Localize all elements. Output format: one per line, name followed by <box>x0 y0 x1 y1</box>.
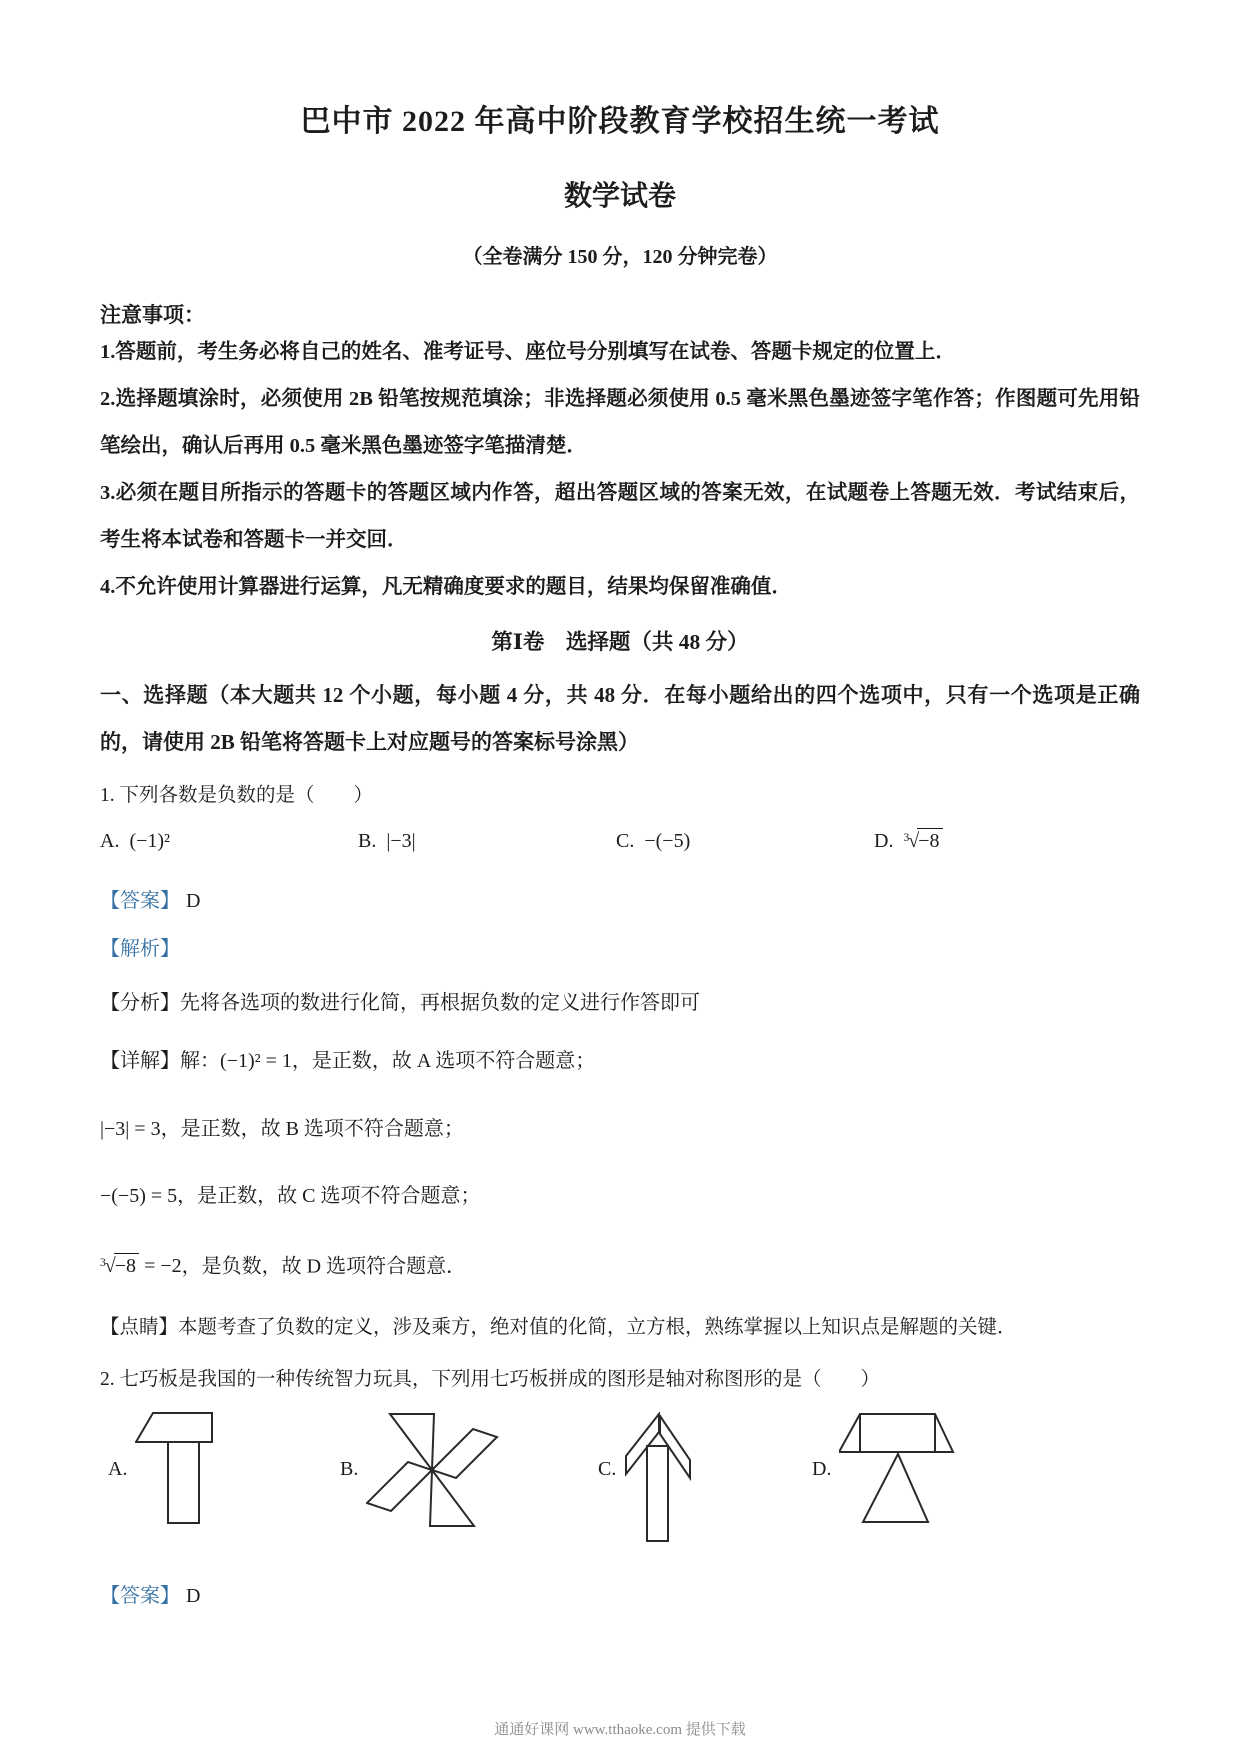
radical-sign: √ <box>104 1255 116 1278</box>
detail-d-eq: = −2 <box>139 1255 182 1278</box>
analysis-line <box>100 987 1140 1019</box>
figure-option-d <box>812 1412 957 1524</box>
cube-root-index: 3 <box>100 1256 106 1269</box>
notes-heading: 注意事项： <box>100 303 205 327</box>
exam-meta: （全卷满分 150 分，120 分钟完卷） <box>462 246 778 268</box>
detail-line-d <box>100 1247 1140 1282</box>
option-b-label: B. <box>358 830 377 852</box>
option-a <box>100 830 358 853</box>
section-intro: 一、选择题（本大题共 12 个小题，每小题 4 分，共 48 分．在每小题给出的四个选项中，只有一个选项是正确的，请使用 2B 铅笔将答题卡上对应题号的答案标号涂黑） <box>100 683 1140 754</box>
option-a-label: A. <box>100 830 120 852</box>
page-subtitle: 数学试卷 <box>563 181 676 212</box>
option-a-formula: (−1)² <box>129 830 171 852</box>
detail-line-c <box>100 1180 1140 1212</box>
page-title: 巴中市 2022 年高中阶段教育学校招生统一考试 <box>300 105 940 138</box>
figure-option-a <box>108 1412 215 1524</box>
option-d-formula <box>903 830 942 852</box>
tangram-hammer-figure <box>135 1412 215 1524</box>
tangram-arrow-figure <box>624 1412 694 1542</box>
detail-b-formula: |−3| = 3 <box>100 1118 161 1140</box>
answer-2-label: 【答案】 <box>100 1585 180 1608</box>
option-b-formula: |−3| <box>386 830 416 852</box>
detail-label: 【详解】 <box>100 1050 180 1072</box>
cube-root-radicand: −8 <box>917 828 942 852</box>
option-d <box>874 830 943 853</box>
option-c-formula: −(−5) <box>644 830 691 852</box>
note-item-1: 1.答题前，考生务必将自己的姓名、准考证号、座位号分别填写在试卷、答题卡规定的位置上． <box>100 341 956 363</box>
answer-1-label: 【答案】 <box>100 890 180 912</box>
detail-a-text: ，是正数，故 A 选项不符合题意； <box>291 1050 596 1072</box>
radical-sign: √ <box>908 830 920 852</box>
figure-option-c <box>598 1412 694 1542</box>
tangram-tree-figure <box>839 1412 957 1524</box>
question-2-text: 2. 七巧板是我国的一种传统智力玩具，下列用七巧板拼成的图形是轴对称图形的是（ ） <box>100 1369 881 1391</box>
figure-d-label: D. <box>812 1458 832 1481</box>
takeaway-line <box>100 1312 1140 1344</box>
answer-1-line <box>100 885 1140 917</box>
cube-root-index: 3 <box>903 830 910 844</box>
detail-b-text: ，是正数，故 B 选项不符合题意； <box>160 1118 464 1140</box>
detail-line-b <box>100 1113 1140 1145</box>
detail-c-formula: −(−5) = 5 <box>100 1185 178 1207</box>
analysis-header-label: 【解析】 <box>100 938 180 960</box>
detail-a-formula: (−1)² = 1 <box>220 1050 292 1072</box>
figure-c-label: C. <box>598 1458 617 1481</box>
detail-lead: 解： <box>180 1050 220 1072</box>
answer-1-value: D <box>186 890 201 912</box>
page-content <box>0 96 1240 1612</box>
analysis-header-line <box>100 933 1140 965</box>
analysis-text: 先将各选项的数进行化简，再根据负数的定义进行作答即可 <box>180 992 700 1014</box>
question-1-text: 1. 下列各数是负数的是（ ） <box>100 785 374 806</box>
option-c-label: C. <box>616 830 635 852</box>
takeaway-label: 【点睛】 <box>100 1317 179 1339</box>
answer-2-line <box>100 1580 1140 1612</box>
detail-c-text: ，是正数，故 C 选项不符合题意； <box>177 1185 481 1207</box>
option-c <box>616 830 874 853</box>
option-d-label: D. <box>874 830 894 852</box>
note-item-4: 4.不允许使用计算器进行运算，凡无精确度要求的题目，结果均保留准确值． <box>100 576 792 598</box>
figure-b-label: B. <box>340 1458 359 1481</box>
analysis-label: 【分析】 <box>100 992 180 1014</box>
figure-a-label: A. <box>108 1458 128 1481</box>
footer-text: 通通好课网 www.tthaoke.com 提供下载 <box>494 1722 746 1738</box>
takeaway-text: 本题考查了负数的定义，涉及乘方，绝对值的化简，立方根，熟练掌握以上知识点是解题的关键． <box>178 1317 1017 1339</box>
option-b <box>358 830 616 853</box>
tangram-pinwheel-figure <box>366 1412 500 1530</box>
section-heading: 第Ⅰ卷 选择题（共 48 分） <box>491 630 749 654</box>
detail-d-formula <box>100 1255 182 1277</box>
question-2-figures <box>100 1412 1140 1552</box>
note-item-2: 2.选择题填涂时，必须使用 2B 铅笔按规范填涂；非选择题必须使用 0.5 毫米黑色墨迹签字笔作答；作图题可先用铅笔绘出，确认后再用 0.5 毫米黑色墨迹签字笔描清楚． <box>100 388 1140 457</box>
cube-root-radicand: −8 <box>114 1253 139 1277</box>
figure-option-b <box>340 1412 500 1530</box>
detail-line-a <box>100 1045 1140 1077</box>
notes-list <box>100 329 1140 611</box>
note-item-3: 3.必须在题目所指示的答题卡的答题区域内作答，超出答题区域的答案无效，在试题卷上答题无效．考试结束后，考生将本试卷和答题卡一并交回． <box>100 482 1140 551</box>
question-1-options <box>100 830 1140 853</box>
answer-2-value: D <box>186 1585 201 1608</box>
detail-d-text: ，是负数，故 D 选项符合题意． <box>181 1255 467 1278</box>
